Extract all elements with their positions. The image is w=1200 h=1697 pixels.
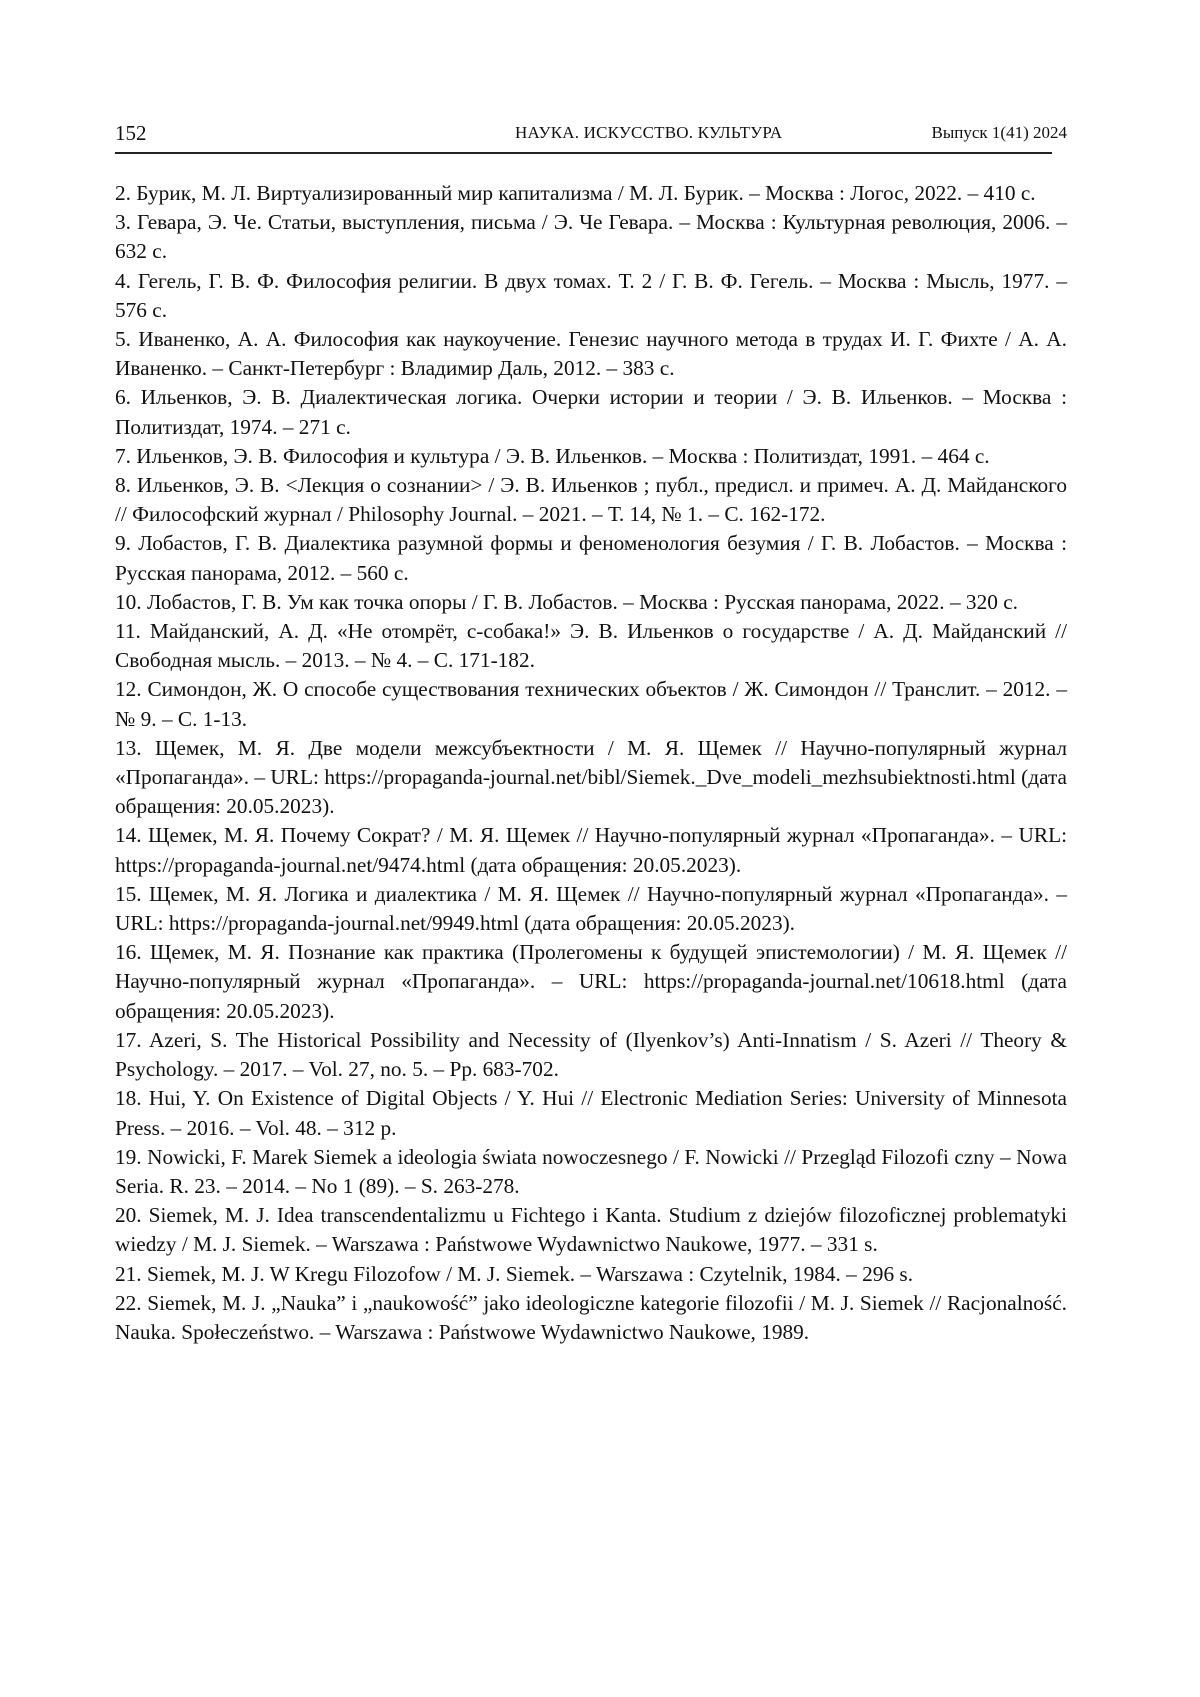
reference-item: 18. Hui, Y. On Existence of Digital Objects / Y. Hui // Electronic Mediation Series: University of Minnesota Press. – 2016. – Vol. 48. – 312 p. [115, 1084, 1067, 1142]
reference-item: 3. Гевара, Э. Че. Статьи, выступления, письма / Э. Че Гевара. – Москва : Культурная революция, 2006. – 632 с. [115, 208, 1067, 266]
reference-item: 21. Siemek, M. J. W Kregu Filozofow / M. J. Siemek. – Warszawa : Czytelnik, 1984. – 296 s. [115, 1260, 1067, 1289]
reference-item: 14. Щемек, М. Я. Почему Сократ? / М. Я. Щемек // Научно-популярный журнал «Пропаганда». – URL: https://propaganda-journal.net/9474.html (дата обращения: 20.05.2023). [115, 821, 1067, 879]
reference-item: 4. Гегель, Г. В. Ф. Философия религии. В двух томах. Т. 2 / Г. В. Ф. Гегель. – Москва : Мысль, 1977. – 576 с. [115, 267, 1067, 325]
reference-item: 11. Майданский, А. Д. «Не отомрёт, с-собака!» Э. В. Ильенков о государстве / А. Д. Майданский // Свободная мысль. – 2013. – № 4. – С. 171-182. [115, 617, 1067, 675]
reference-list [115, 179, 1067, 1347]
reference-item: 13. Щемек, М. Я. Две модели межсубъектности / М. Я. Щемек // Научно-популярный журнал «Пропаганда». – URL: https://propaganda-journal.net/bibl/Siemek._Dve_modeli_mezhsubiektnosti.html (дата обращения: 20.05.2023). [115, 734, 1067, 822]
page-number: 152 [115, 119, 147, 147]
header-rule [115, 152, 1052, 154]
reference-item: 2. Бурик, М. Л. Виртуализированный мир капитализма / М. Л. Бурик. – Москва : Логос, 2022. – 410 с. [115, 179, 1067, 208]
reference-item: 12. Симондон, Ж. О способе существования технических объектов / Ж. Симондон // Транслит. – 2012. – № 9. – С. 1-13. [115, 675, 1067, 733]
running-header [115, 119, 1067, 147]
reference-item: 17. Azeri, S. The Historical Possibility and Necessity of (Ilyenkov’s) Anti-Innatism / S. Azeri // Theory & Psychology. – 2017. – Vol. 27, no. 5. – Pp. 683-702. [115, 1026, 1067, 1084]
reference-item: 16. Щемек, М. Я. Познание как практика (Пролегомены к будущей эпистемологии) / М. Я. Щемек // Научно-популярный журнал «Пропаганда». – URL: https://propaganda-journal.net/10618.html (дата обращения: 20.05.2023). [115, 938, 1067, 1026]
reference-item: 10. Лобастов, Г. В. Ум как точка опоры / Г. В. Лобастов. – Москва : Русская панорама, 2022. – 320 с. [115, 588, 1067, 617]
reference-item: 22. Siemek, M. J. „Nauka” i „naukowość” jako ideologiczne kategorie filozofii / M. J. Siemek // Racjonalność. Nauka. Społeczeństwo. – Warszawa : Państwowe Wydawnictwo Naukowe, 1989. [115, 1289, 1067, 1347]
reference-item: 6. Ильенков, Э. В. Диалектическая логика. Очерки истории и теории / Э. В. Ильенков. – Москва : Политиздат, 1974. – 271 с. [115, 383, 1067, 441]
reference-item: 15. Щемек, М. Я. Логика и диалектика / М. Я. Щемек // Научно-популярный журнал «Пропаганда». – URL: https://propaganda-journal.net/9949.html (дата обращения: 20.05.2023). [115, 880, 1067, 938]
reference-item: 8. Ильенков, Э. В. <Лекция о сознании> / Э. В. Ильенков ; публ., предисл. и примеч. А. Д. Майданского // Философский журнал / Philosophy Journal. – 2021. – Т. 14, № 1. – С. 162-172. [115, 471, 1067, 529]
journal-title: НАУКА. ИСКУССТВО. КУЛЬТУРА [515, 119, 955, 147]
reference-item: 7. Ильенков, Э. В. Философия и культура / Э. В. Ильенков. – Москва : Политиздат, 1991. – 464 с. [115, 442, 1067, 471]
journal-page [0, 0, 1200, 1697]
issue-label: Выпуск 1(41) 2024 [932, 119, 1068, 147]
reference-item: 5. Иваненко, А. А. Философия как наукоучение. Генезис научного метода в трудах И. Г. Фихте / А. А. Иваненко. – Санкт-Петербург : Владимир Даль, 2012. – 383 с. [115, 325, 1067, 383]
reference-item: 19. Nowicki, F. Marek Siemek a ideologia świata nowoczesnego / F. Nowicki // Przegląd Filozofi czny – Nowa Seria. R. 23. – 2014. – No 1 (89). – S. 263-278. [115, 1143, 1067, 1201]
reference-item: 9. Лобастов, Г. В. Диалектика разумной формы и феноменология безумия / Г. В. Лобастов. – Москва : Русская панорама, 2012. – 560 с. [115, 529, 1067, 587]
reference-item: 20. Siemek, M. J. Idea transcendentalizmu u Fichtego i Kanta. Studium z dziejów filozoficznej problematyki wiedzy / M. J. Siemek. – Warszawa : Państwowe Wydawnictwo Naukowe, 1977. – 331 s. [115, 1201, 1067, 1259]
